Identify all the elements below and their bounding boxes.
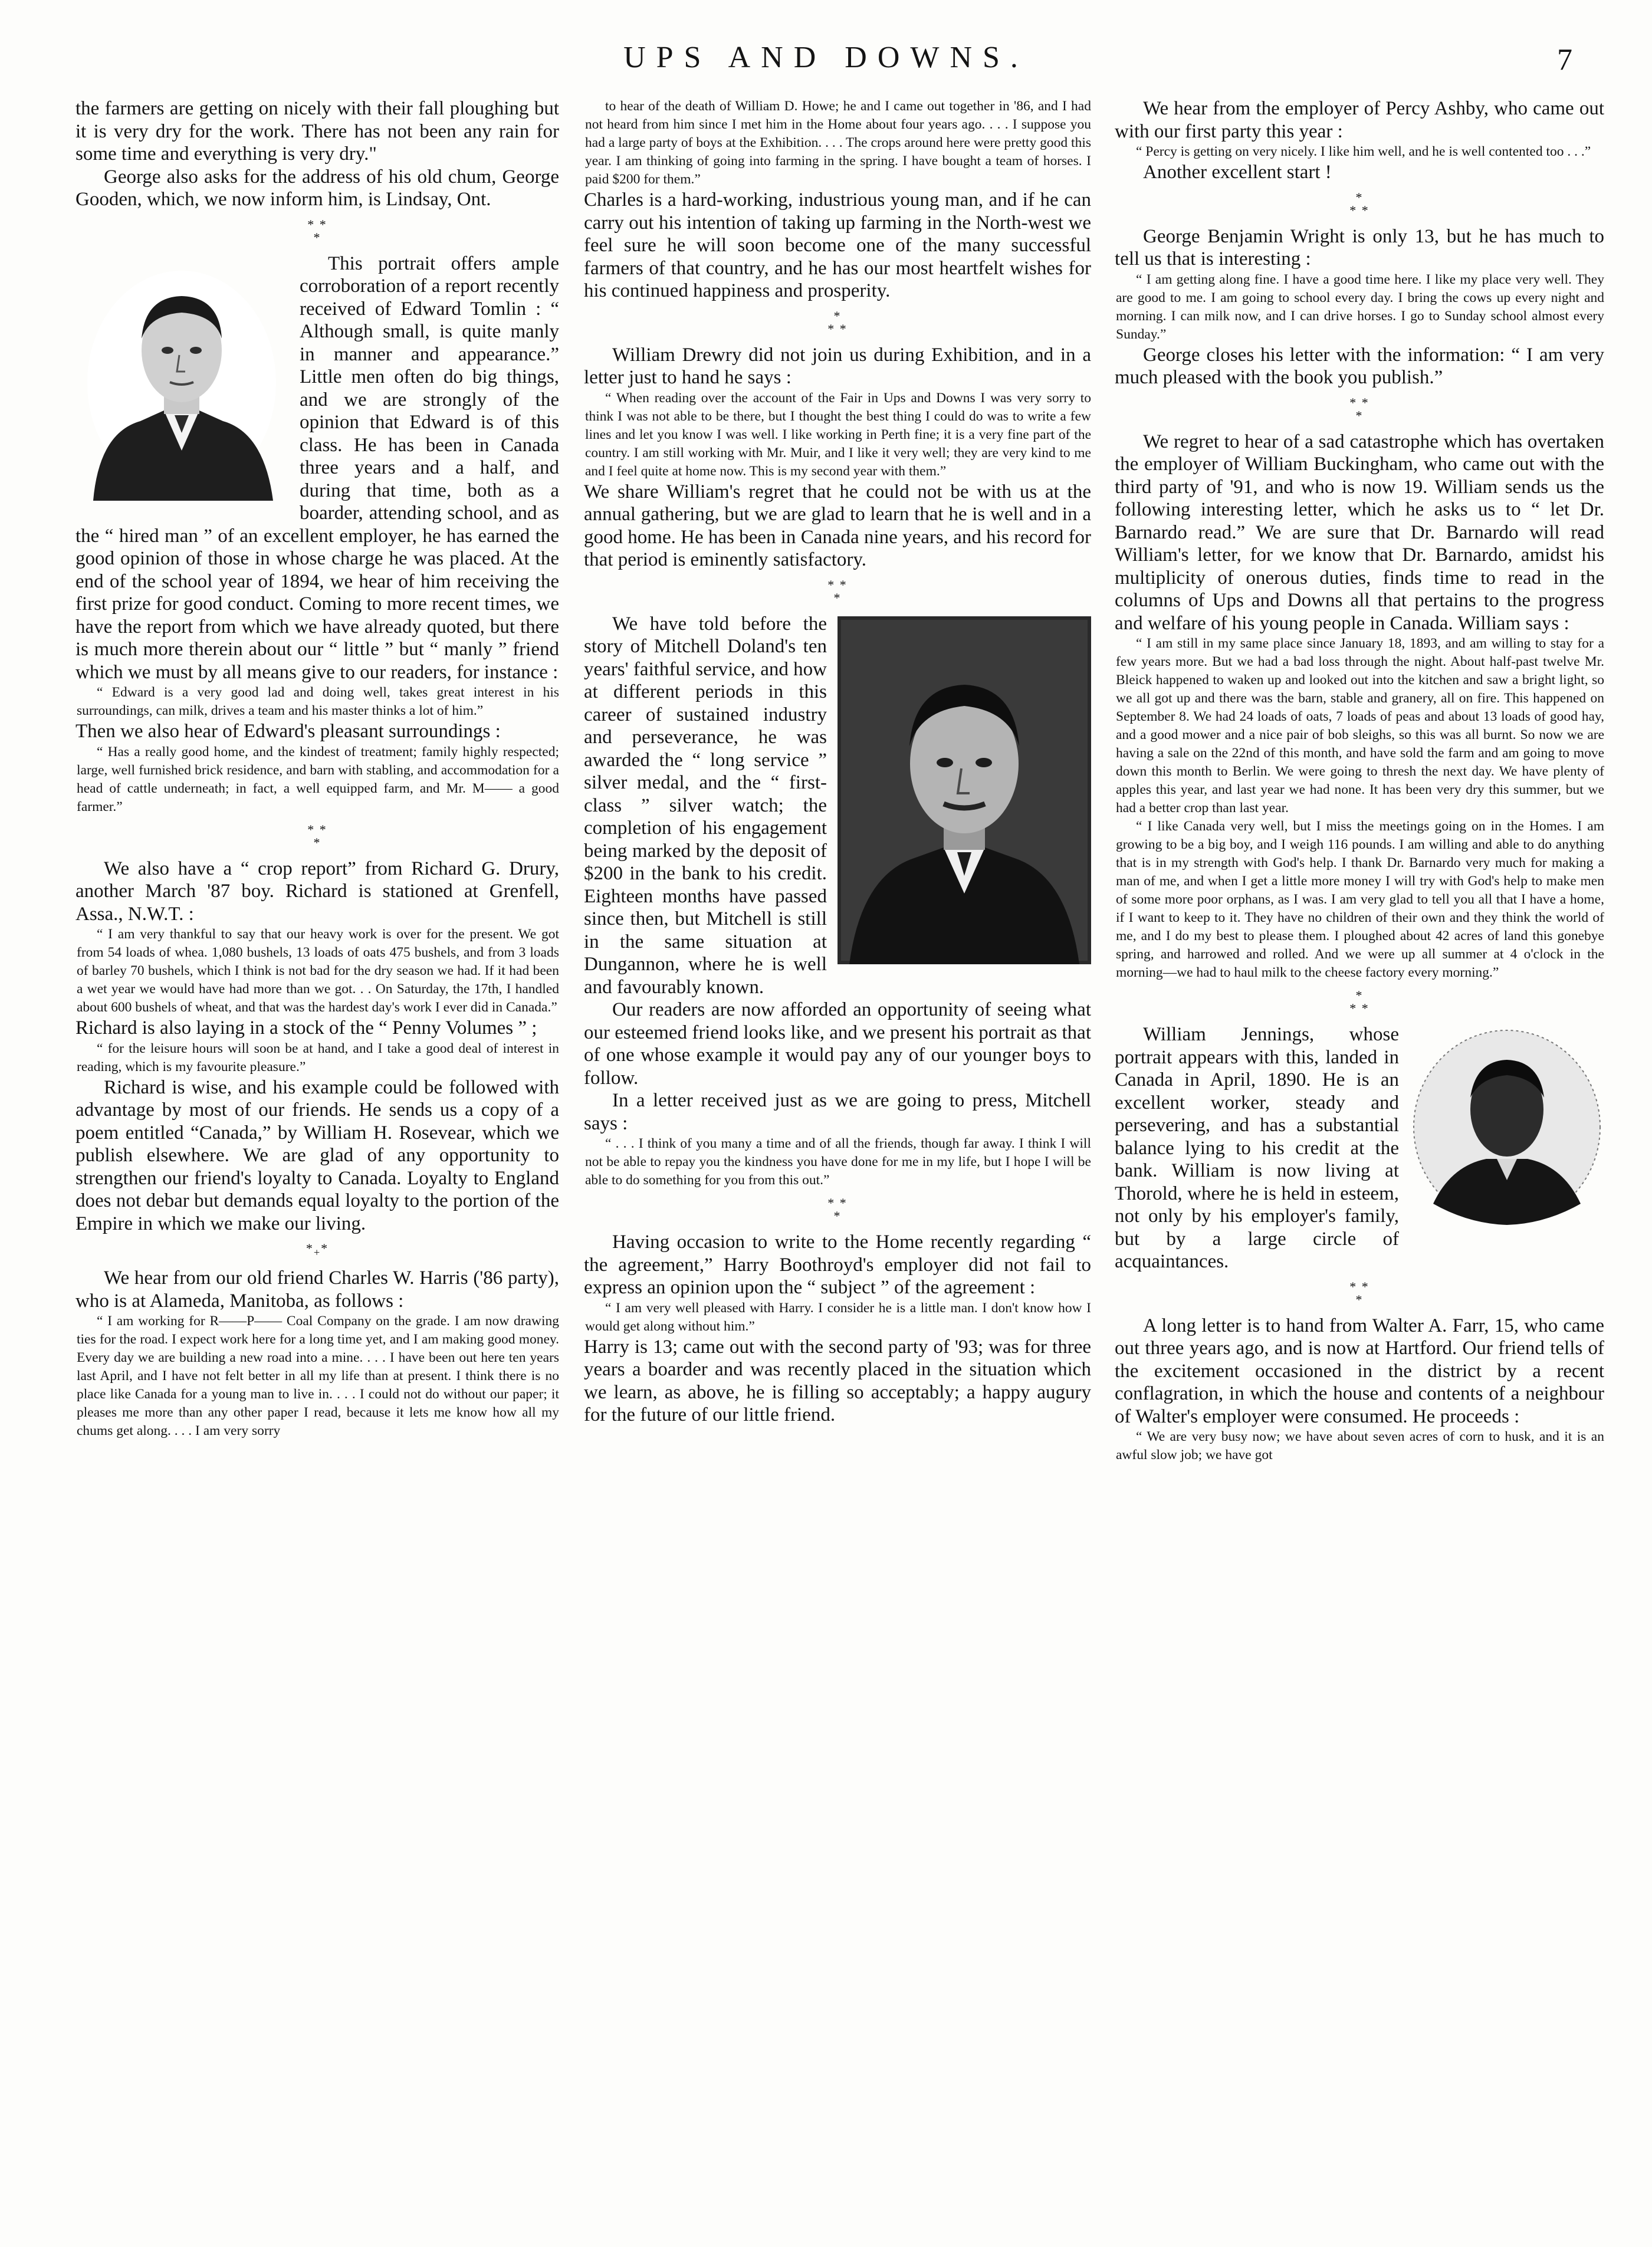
quote: “ I am very thankful to say that our heavy work is over for the present. We got from 54 loads of whea. 1,080 bushels, 13 loads of oats 475 bushels, and from 3 loads of barley 70 bushels, which I think is not bad for the dry season we had. If it had been a wet year we would have had more than we got. . . On Saturday, the 17th, I handled about 600 bushels of wheat, and that was the hardest day's work I ever did in Canada.”: [77, 927, 559, 1015]
section-separator: * * *: [827, 577, 848, 605]
paragraph: We regret to hear of a sad catastrophe which has overtaken the employer of William Buckingham, who came out with the third party of '91, and who is now 19. William sends us the following interesting letter, which he asks us to “ let Dr. Barnardo read.” We are sure that Dr. Barnardo will read William's letter, for we know that Dr. Barnardo, amidst his multiplicity of onerous duties, finds time to read in the columns of Ups and Downs all that pertains to the progress and welfare of his young people in Canada. William says :: [1115, 431, 1604, 634]
quote: “ I like Canada very well, but I miss the meetings going on in the Homes. I am growing to be a big boy, and I weigh 116 pounds. I am willing and able to do anything that is in my strength with God's help. I thank Dr. Barnardo very much for making a man of me, and when I get a little more money I will try with God's help to make men of some more poor orphans, as I was. I am very glad to tell you all that I have a home, if I want to keep to it. They have no children of their own and they think the world of me, and I do my best to please them. I ploughed about 42 acres of land this gonebye spring, and harrowed and rolled. And we were up all summer at 4 o'clock in the morning—we had to haul milk to the cheese factory every morning.”: [1116, 819, 1604, 980]
paragraph: Then we also hear of Edward's pleasant surroundings :: [75, 721, 501, 742]
quote: “ Has a really good home, and the kindest of treatment; family highly respected; large, well furnished brick residence, and barn with stabling, and accommodation for a head of cattle underneath; in fact, a well equipped farm, and Mr. M—— a good farmer.”: [77, 744, 559, 814]
paragraph: We hear from the employer of Percy Ashby, who came out with our first party this year :: [1115, 98, 1604, 142]
section-separator: $*_+*$: [306, 1241, 329, 1259]
quote: “ We are very busy now; we have about seven acres of corn to husk, and it is an awful slow job; we have got: [1116, 1429, 1604, 1463]
section-separator: * * *: [1349, 395, 1369, 423]
portrait-edward-tomlin: [75, 256, 288, 504]
paragraph: Richard is also laying in a stock of the “ Penny Volumes ” ;: [75, 1017, 537, 1039]
paragraph: William Drewry did not join us during Exhibition, and in a letter just to hand he says :: [584, 344, 1091, 388]
paragraph: Harry is 13; came out with the second party of '93; was for three years a boarder and was recently placed in the situation which we learn, as above, he is filling so acceptably; a happy augury for the future of our little friend.: [584, 1336, 1091, 1425]
section-separator: * * *: [1349, 988, 1369, 1016]
paragraph: This portrait offers ample corroboration of a report recently received of Edward Tomlin : “ Although small, is quite manly in manner and appearance.” Little men often do big things, and we are strongly of the opinion that Edward is of this class. He has been in Canada three years and a half, and during that time, both as a boarder, attending school, and as the “ hired man ” of an excellent employer, he has earned the good opinion of those in whose charge he was placed. At the end of the school year of 1894, we hear of him receiving the first prize for good conduct. Coming to more recent times, we have the report from which we have already quoted, but there is much more therein about our “ little ” but “ manly ” friend which we must by all means give to our readers, for instance :: [75, 252, 559, 683]
section-separator: * * *: [827, 308, 848, 336]
quote: “ for the leisure hours will soon be at hand, and I take a good deal of interest in reading, which is my favourite pleasure.”: [77, 1040, 559, 1075]
paragraph: We also have a “ crop report” from Richard G. Drury, another March '87 boy. Richard is stationed at Grenfell, Assa., N.W.T. :: [75, 858, 559, 925]
quote: “ When reading over the account of the Fair in Ups and Downs I was very sorry to think I was not able to be there, but I thought the best thing I could do was to write a few lines and let you know I was well. I like working in Perth fine; it is a very fine part of the country. I am still working with Mr. Muir, and I like it very well; they are very kind to me and I feel quite at home now. This is my second year with them.”: [585, 390, 1091, 479]
paragraph: In a letter received just as we are going to press, Mitchell says :: [584, 1090, 1091, 1134]
column-1: [75, 97, 559, 2220]
column-2: [584, 97, 1091, 2220]
section-separator: * * *: [307, 216, 327, 245]
quote: to hear of the death of William D. Howe; he and I came out together in '86, and I had not heard from him since I met him in the Home about four years ago. . . . I suppose you had a large party of boys at the Exhibition. . . . The crops around here were pretty good this year. I am thinking of going into farming in the spring. I have bought a team of horses. I paid $200 for them.”: [585, 98, 1091, 187]
quote: “ I am getting along fine. I have a good time here. I like my place very well. They are good to me. I am going to school every day. I bring the cows up every night and morning. I can milk now, and I can drive horses. I go to Sunday school almost every Sunday.”: [1116, 271, 1604, 342]
quote: “ I am still in my same place since January 18, 1893, and am willing to stay for a few years more. But we had a bad loss through the night. About half-past twelve Mr. Bleick happened to waken up and looked out into the kitchen and saw a bright light, so we all got up and there was the barn, stable and granery, all on fire. This happened on September 8. We had 24 loads of oats, 7 loads of peas and about 13 loads of good hay, and a good mower and a nice pair of bob sleighs, so this was all burnt. So now we are having a sale on the 22nd of this month, and have sold the farm and am going to move down this month to Berlin. We were going to thresh the next day. We have plenty of apples this year, and last year we had none. It has been very dry this summer, but we had a better crop than last year.: [1116, 636, 1604, 816]
quote: “ I am working for R——P—— Coal Company on the grade. I am now drawing ties for the road. I expect work here for a long time yet, and I am making good money. Every day we are building a new road into a mine. . . . I have been out here ten years last April, and I have not felt better in all my life than at present. I think there is no place like Canada for a young man to live in. . . . I could not do without our paper; it pleases me more than any other paper I read, because it lets me know how all my chums get along. . . . I am very sorry: [77, 1313, 559, 1439]
quote: “ Percy is getting on very nicely. I like him well, and he is well contented too . . .”: [1136, 144, 1591, 159]
paragraph: We have told before the story of Mitchell Doland's ten years' faithful service, and how at different periods in this career of sustained industry and perseverance, he was awarded the “ long service ” silver medal, and the “ first-class ” silver watch; the completion of his engagement being marked by the deposit of $200 in the bank to his credit. Eighteen months have passed since then, but Mitchell is still in the same situation at Dungannon, where he is well and favourably known.: [584, 613, 827, 998]
paragraph: A long letter is to hand from Walter A. Farr, 15, who came out three years ago, and is now at Hartford. Our friend tells of the excitement occasioned in the district by a recent conflagration, in which the house and contents of a neighbour of Walter's employer were consumed. He proceeds :: [1115, 1315, 1604, 1427]
paragraph: Richard is wise, and his example could be followed with advantage by most of our friends. He sends us a copy of a poem entitled “Canada,” by William H. Rosevear, which we publish elsewhere. We are glad of any opportunity to strengthen our friend's loyalty to Canada. Loyalty to England does not debar but demands equal loyalty to the portion of the Empire in which we make our living.: [75, 1076, 559, 1234]
quote: “ I am very well pleased with Harry. I consider he is a little man. I don't know how I would get along without him.”: [585, 1300, 1091, 1334]
column-3: [1115, 97, 1604, 2220]
quote: “ Edward is a very good lad and doing well, takes great interest in his surroundings, can milk, drives a team and his master thinks a lot of him.”: [77, 685, 559, 718]
portrait-william-jennings: [1410, 1027, 1604, 1230]
page-number: 7: [1557, 43, 1572, 77]
section-separator: * * *: [1349, 1279, 1369, 1307]
paragraph: Having occasion to write to the Home recently regarding “ the agreement,” Harry Boothroyd's employer did not fail to express an opinion upon the “ subject ” of the agreement :: [584, 1231, 1091, 1298]
section-separator: * * *: [827, 1195, 848, 1223]
paragraph: Another excellent start !: [1143, 162, 1332, 183]
paragraph: Our readers are now afforded an opportunity of seeing what our esteemed friend looks like, and we present his portrait as that of one whose example it would pay any of our younger boys to follow.: [584, 999, 1091, 1089]
paragraph: the farmers are getting on nicely with their fall ploughing but it is very dry for the work. There has not been any rain for some time and everything is very dry.": [75, 98, 559, 165]
paragraph: George also asks for the address of his old chum, George Gooden, which, we now inform him, is Lindsay, Ont.: [75, 166, 559, 210]
paragraph: George Benjamin Wright is only 13, but he has much to tell us that is interesting :: [1115, 225, 1604, 270]
paragraph: We share William's regret that he could not be with us at the annual gathering, but we are glad to learn that he is well and in a good home. He has been in Canada nine years, and his record for that period is eminently satisfactory.: [584, 481, 1091, 570]
quote: “ . . . I think of you many a time and of all the friends, though far away. I think I will not be able to repay you the kindness you have done for me in my life, but I hope I will be able to do something for you from this out.”: [585, 1136, 1091, 1188]
page-title: UPS AND DOWNS.: [623, 41, 1029, 74]
paragraph: William Jennings, whose portrait appears with this, landed in Canada in April, 1890. He is an excellent worker, steady and persevering, and has a substantial balance lying to his credit at the bank. William is now living at Thorold, where he is held in esteem, not only by his employer's family, but by a large circle of acquaintances.: [1115, 1024, 1399, 1272]
paragraph: Charles is a hard-working, industrious young man, and if he can carry out his intention of taking up farming in the North-west we feel sure he will soon become one of the many successful farmers of that country, and he has our most heartfelt wishes for his continued happiness and prosperity.: [584, 189, 1091, 301]
paragraph: George closes his letter with the information: “ I am very much pleased with the book you publish.”: [1115, 344, 1604, 388]
portrait-mitchell-doland: [838, 616, 1091, 967]
paragraph: We hear from our old friend Charles W. Harris ('86 party), who is at Alameda, Manitoba, as follows :: [75, 1267, 559, 1312]
section-separator: * * *: [307, 822, 327, 850]
section-separator: * * *: [1349, 189, 1369, 218]
